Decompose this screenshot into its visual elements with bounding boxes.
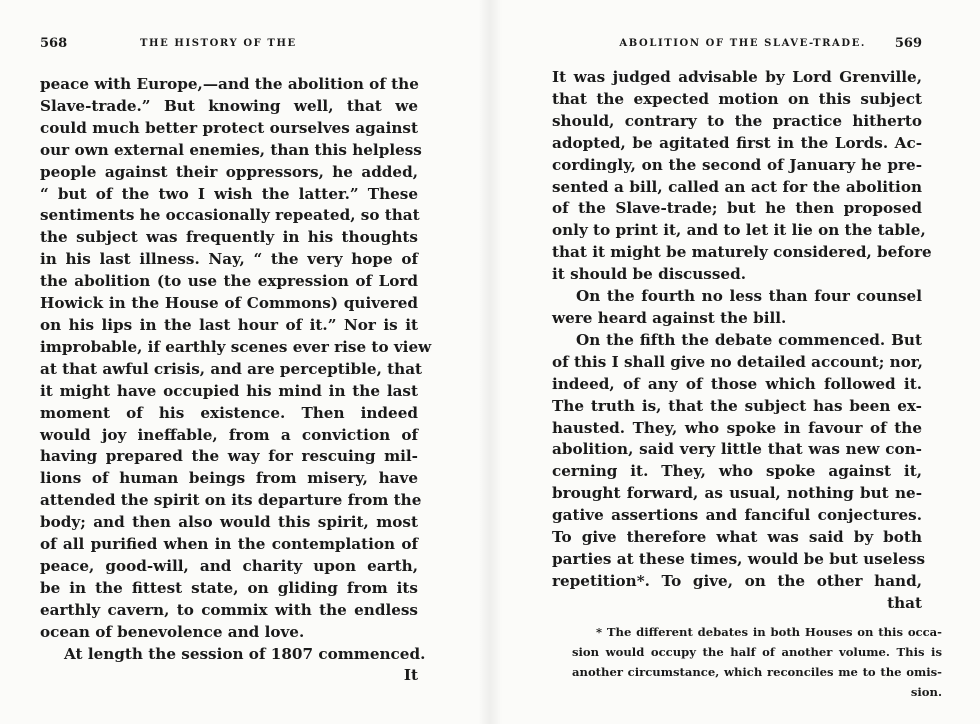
text-line: only to print it, and to let it lie on the table, [552, 221, 926, 240]
text-line: it should be discussed. [552, 265, 746, 284]
text-line: sentiments he occasionally repeated, so that [40, 206, 420, 225]
text-line: On the fifth the debate commenced. But [576, 330, 922, 349]
text-line: could much better protect ourselves against [40, 118, 418, 137]
text-line: that the expected motion on this subject [552, 89, 922, 108]
footnote-line: sion would occupy the half of another volume. This is [572, 645, 942, 659]
right-running-title: ABOLITION OF THE SLAVE-TRADE. [619, 38, 866, 49]
text-line: abolition, said very little that was new con- [552, 440, 922, 459]
text-line: of all purified when in the contemplation of [40, 535, 418, 554]
text-line: The truth is, that the subject has been ex- [552, 396, 922, 415]
text-line: that it might be maturely considered, before [552, 243, 932, 262]
text-line: on his lips in the last hour of it.” Nor is it [40, 315, 418, 334]
text-line: cerning it. They, who spoke against it, [552, 462, 922, 481]
text-line: moment of his existence. Then indeed [40, 403, 418, 422]
text-line: At length the session of 1807 commenced. [64, 644, 426, 663]
footnote-line: * The different debates in both Houses on this occa- [596, 625, 942, 639]
text-line: body; and then also would this spirit, most [40, 513, 418, 532]
text-line: be in the fittest state, on gliding from its [40, 578, 418, 597]
text-line: peace, good-will, and charity upon earth, [40, 556, 418, 575]
text-line: it might have occupied his mind in the last [40, 381, 418, 400]
text-line: improbable, if earthly scenes ever rise to view [40, 337, 432, 356]
text-line: Howick in the House of Commons) quivered [40, 294, 418, 313]
text-line: would joy ineffable, from a conviction of [40, 425, 418, 444]
text-line: at that awful crisis, and are perceptible, that [40, 359, 423, 378]
text-line: having prepared the way for rescuing mil- [40, 447, 418, 466]
text-line: our own external enemies, than this helpless [40, 140, 422, 159]
right-page-number: 569 [894, 36, 922, 51]
text-line: peace with Europe,—and the abolition of the [40, 75, 419, 93]
text-line: adopted, be agitated first in the Lords. Ac- [552, 133, 922, 152]
text-line: “ but of the two I wish the latter.” These [40, 184, 418, 203]
left-body-text [40, 74, 432, 687]
text-line: the abolition (to use the expression of Lord [40, 272, 418, 291]
footnote-line: sion. [910, 685, 942, 699]
text-line: earthly cavern, to commix with the endless [40, 600, 418, 619]
text-line: attended the spirit on its departure from the [40, 491, 422, 510]
text-line: were heard against the bill. [552, 308, 787, 327]
text-line: ocean of benevolence and love. [40, 622, 305, 641]
book-gutter [478, 0, 502, 724]
text-line: It was judged advisable by Lord Grenville, [552, 68, 922, 86]
text-line: hausted. They, who spoke in favour of the [552, 418, 922, 437]
footnote-line: another circumstance, which reconciles me to the omis- [572, 665, 942, 679]
text-line: of the Slave-trade; but he then proposed [552, 199, 922, 218]
left-page-number: 568 [40, 36, 68, 51]
catchword: It [403, 666, 418, 685]
text-line: people against their oppressors, he added, [40, 162, 418, 181]
right-body-text [552, 67, 932, 615]
left-running-head [40, 38, 420, 56]
text-line: indeed, of any of those which followed it. [552, 374, 922, 393]
text-line: sented a bill, called an act for the abolition [552, 177, 922, 196]
text-line: cordingly, on the second of January he pre- [552, 155, 922, 174]
catchword: that [887, 593, 922, 612]
text-line: Slave-trade.” But knowing well, that we [40, 96, 418, 115]
text-line: brought forward, as usual, nothing but ne- [552, 484, 922, 503]
footnote [572, 622, 942, 702]
text-line: the subject was frequently in his thoughts [40, 228, 418, 247]
text-line: parties at these times, would be but useless [552, 549, 925, 568]
text-line: On the fourth no less than four counsel [576, 287, 922, 306]
right-running-head [552, 38, 922, 56]
text-line: repetition*. To give, on the other hand, [552, 571, 922, 590]
text-line: of this I shall give no detailed account; nor, [552, 352, 923, 371]
text-line: gative assertions and fanciful conjectures. [552, 506, 922, 525]
text-line: To give therefore what was said by both [552, 528, 922, 547]
text-line: in his last illness. Nay, “ the very hope of [40, 250, 418, 269]
text-line: lions of human beings from misery, have [40, 469, 418, 488]
left-running-title: THE HISTORY OF THE [140, 38, 297, 49]
text-line: should, contrary to the practice hitherto [552, 111, 922, 130]
